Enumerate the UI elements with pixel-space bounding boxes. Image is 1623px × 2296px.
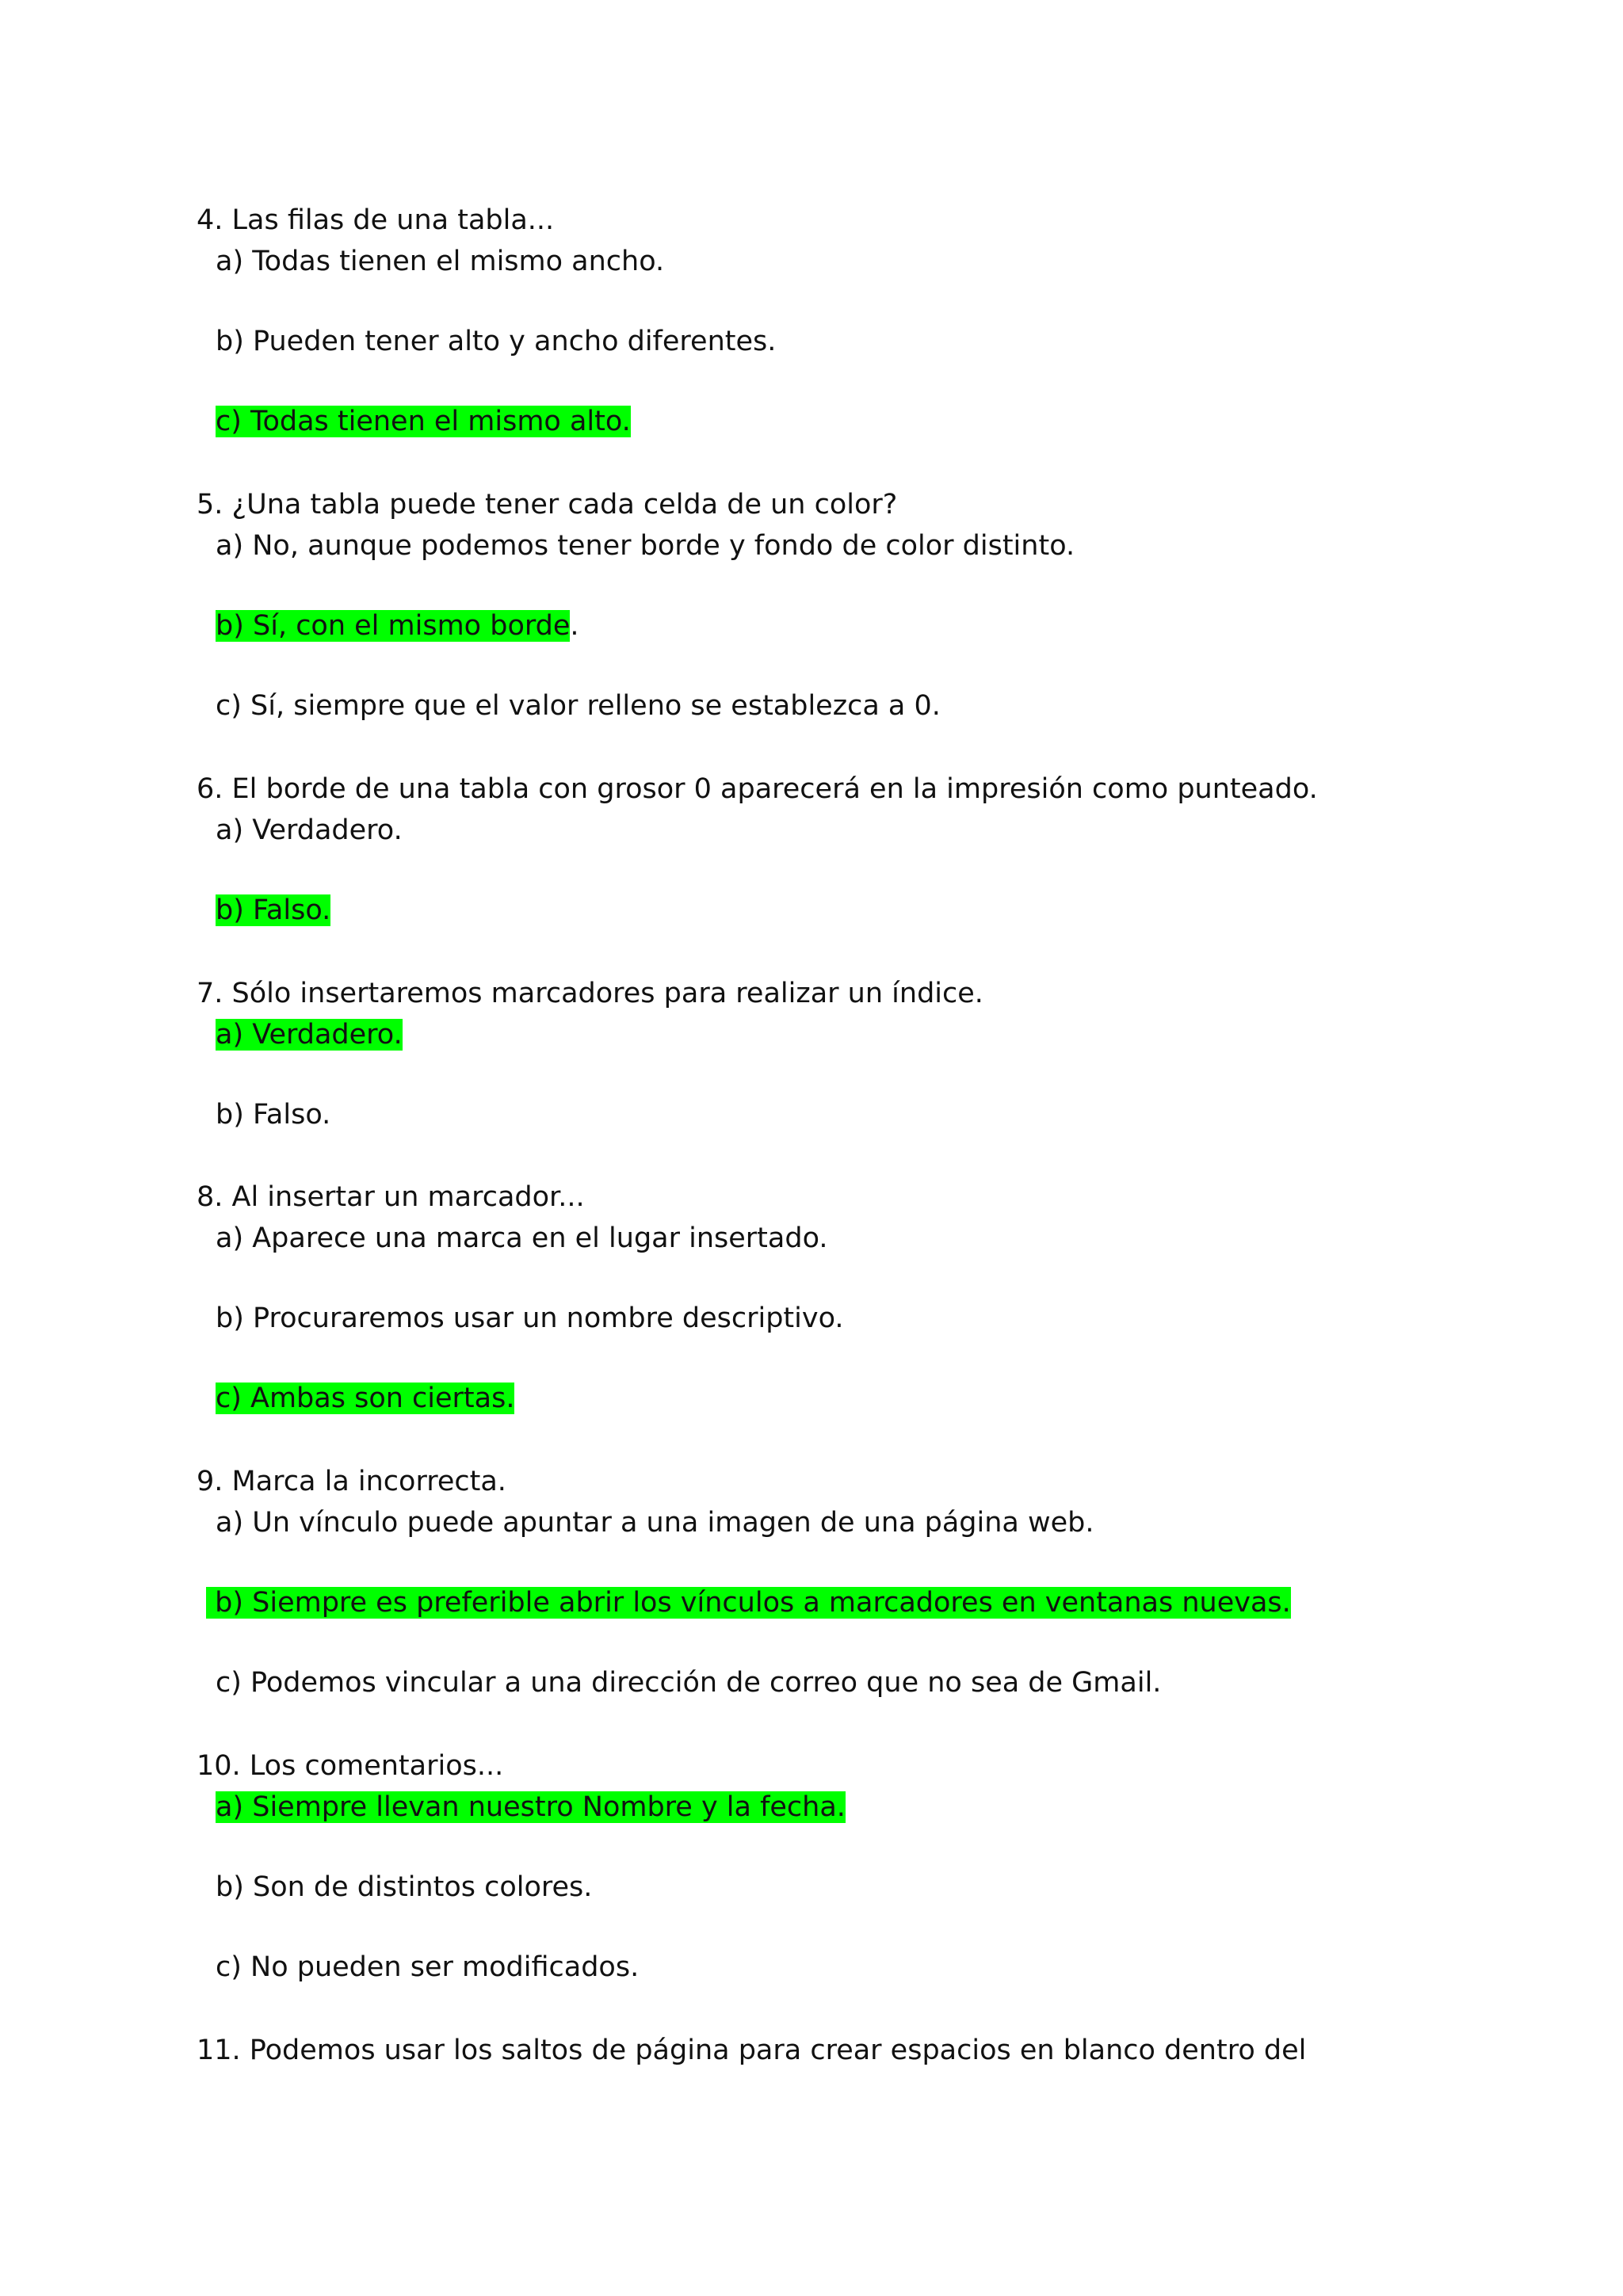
q10-option-c: c) No pueden ser modificados. [216,1951,640,1983]
question-4: 4. Las filas de una tabla... [197,204,555,236]
q6-option-b-answer [216,891,330,930]
q8-option-c-answer [216,1379,514,1418]
question-11: 11. Podemos usar los saltos de página para crear espacios en blanco dentro del [197,2035,1307,2066]
answer-highlight: a) Siempre llevan nuestro Nombre y la fecha. [216,1791,846,1823]
q5-option-c: c) Sí, siempre que el valor relleno se establezca a 0. [216,690,941,722]
q10-option-a-answer [216,1787,846,1827]
answer-highlight: a) Verdadero. [216,1019,403,1051]
question-8: 8. Al insertar un marcador... [197,1181,585,1213]
q7-option-b: b) Falso. [216,1099,331,1131]
q5-option-b-answer [216,606,579,646]
q7-option-a-answer [216,1015,403,1055]
q9-option-b-answer [206,1583,1291,1623]
question-10: 10. Los comentarios... [197,1750,504,1782]
answer-highlight: b) Falso. [216,894,331,926]
answer-suffix: . [570,610,579,642]
q5-option-a: a) No, aunque podemos tener borde y fondo de color distinto. [216,530,1075,562]
q8-option-a: a) Aparece una marca en el lugar insertado. [216,1222,828,1254]
q8-option-b: b) Procuraremos usar un nombre descriptivo. [216,1302,844,1334]
q4-option-a: a) Todas tienen el mismo ancho. [216,246,665,277]
question-9: 9. Marca la incorrecta. [197,1466,506,1497]
q9-option-c: c) Podemos vincular a una dirección de correo que no sea de Gmail. [216,1667,1162,1699]
answer-highlight: b) Siempre es preferible abrir los vínculos a marcadores en ventanas nuevas. [206,1587,1291,1619]
q4-option-b: b) Pueden tener alto y ancho diferentes. [216,326,777,357]
q6-option-a: a) Verdadero. [216,814,403,846]
q9-option-a: a) Un vínculo puede apuntar a una imagen de una página web. [216,1507,1094,1539]
q10-option-b: b) Son de distintos colores. [216,1871,593,1903]
answer-highlight: c) Todas tienen el mismo alto. [216,406,631,437]
q4-option-c-answer [216,402,631,441]
question-6: 6. El borde de una tabla con grosor 0 aparecerá en la impresión como punteado. [197,773,1318,805]
question-7: 7. Sólo insertaremos marcadores para realizar un índice. [197,978,983,1009]
answer-highlight: c) Ambas son ciertas. [216,1383,515,1414]
answer-highlight: b) Sí, con el mismo borde [216,610,571,642]
question-5: 5. ¿Una tabla puede tener cada celda de un color? [197,489,898,521]
